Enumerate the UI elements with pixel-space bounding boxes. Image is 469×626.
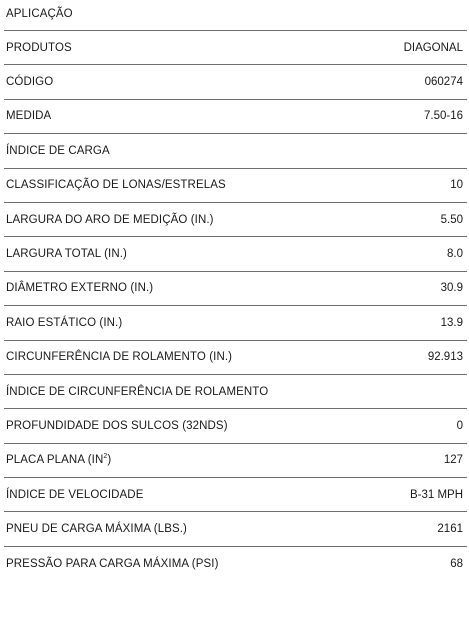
spec-value: 30.9 [440, 282, 463, 295]
spec-label: CÓDIGO [6, 76, 54, 89]
spec-label: CLASSIFICAÇÃO DE LONAS/ESTRELAS [6, 179, 226, 192]
spec-row-raio-estatico [4, 306, 467, 340]
spec-label [6, 454, 111, 466]
spec-label: CIRCUNFERÊNCIA DE ROLAMENTO (IN.) [6, 351, 233, 364]
spec-label-superscript: 2 [103, 453, 108, 461]
spec-row-largura-aro [4, 203, 467, 237]
spec-label: PRESSÃO PARA CARGA MÁXIMA (PSI) [6, 558, 219, 571]
spec-row-largura-total [4, 237, 467, 271]
spec-value: 127 [443, 454, 463, 467]
spec-row-pneu-carga-maxima [4, 512, 467, 546]
spec-row-medida [4, 100, 467, 134]
spec-table [4, 0, 467, 581]
spec-label: PRODUTOS [6, 41, 72, 54]
spec-row-produtos [4, 31, 467, 65]
spec-label-suffix: ) [107, 454, 112, 467]
spec-row-profundidade-sulcos [4, 409, 467, 443]
spec-label: PROFUNDIDADE DOS SULCOS (32NDS) [6, 419, 228, 432]
spec-value: 5.50 [440, 213, 463, 226]
spec-row-circunferencia-rolamento [4, 341, 467, 375]
spec-label: ÍNDICE DE CARGA [6, 144, 110, 157]
spec-value: 0 [456, 419, 463, 432]
spec-label: RAIO ESTÁTICO (IN.) [6, 316, 123, 329]
spec-row-indice-carga [4, 134, 467, 168]
spec-row-codigo [4, 65, 467, 99]
spec-label: MEDIDA [6, 110, 52, 123]
spec-row-indice-velocidade [4, 478, 467, 512]
spec-row-aplicacao [4, 0, 467, 31]
spec-value: 2161 [437, 523, 463, 536]
spec-row-placa-plana [4, 444, 467, 478]
spec-label: LARGURA DO ARO DE MEDIÇÃO (IN.) [6, 213, 214, 226]
spec-value: B-31 MPH [409, 488, 463, 501]
spec-value: 10 [450, 179, 463, 192]
spec-value: 8.0 [447, 248, 463, 261]
spec-row-diametro-externo [4, 272, 467, 306]
spec-label: APLICAÇÃO [6, 8, 73, 20]
spec-label: ÍNDICE DE VELOCIDADE [6, 488, 144, 501]
spec-label: LARGURA TOTAL (IN.) [6, 248, 127, 261]
spec-value: 7.50-16 [423, 110, 463, 123]
spec-label: ÍNDICE DE CIRCUNFERÊNCIA DE ROLAMENTO [6, 385, 269, 398]
spec-row-indice-circunferencia [4, 375, 467, 409]
spec-value: 68 [450, 558, 463, 571]
spec-value: 92.913 [427, 351, 463, 364]
spec-row-classificacao-lonas [4, 169, 467, 203]
spec-value: 060274 [424, 76, 463, 89]
spec-label-text: PLACA PLANA (IN [6, 454, 104, 467]
spec-value: 13.9 [440, 316, 463, 329]
spec-row-pressao-carga-maxima [4, 547, 467, 581]
spec-label: DIÂMETRO EXTERNO (IN.) [6, 282, 154, 295]
spec-label: PNEU DE CARGA MÁXIMA (LBS.) [6, 523, 187, 536]
spec-value: DIAGONAL [403, 41, 463, 54]
